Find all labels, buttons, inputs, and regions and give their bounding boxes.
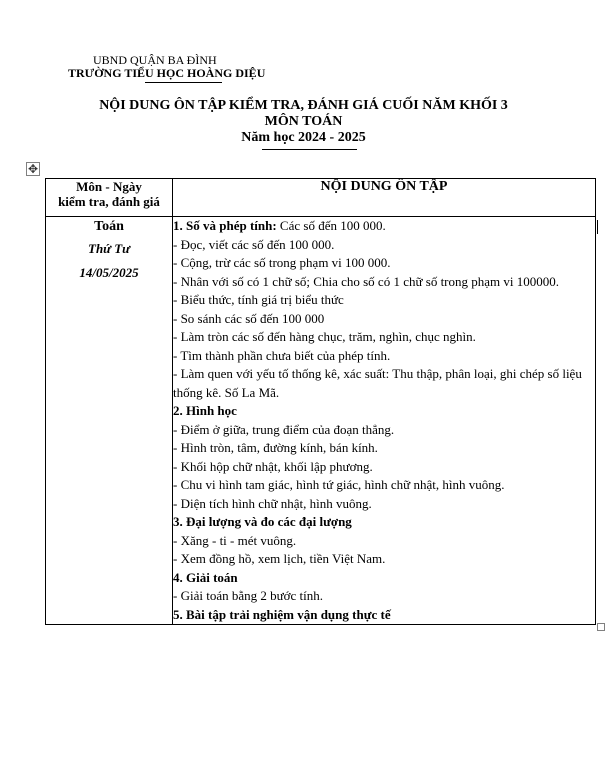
- move-arrows-icon[interactable]: ✥: [27, 162, 39, 176]
- list-item: - Đọc, viết các số đến 100 000.: [173, 236, 335, 252]
- table-header-row: [46, 179, 596, 217]
- header-subject-date-line1: Môn - Ngày: [76, 179, 142, 194]
- subject-name: Toán: [94, 219, 124, 234]
- subject-cell: [46, 217, 173, 625]
- list-item: - Diện tích hình chữ nhật, hình vuông.: [173, 495, 372, 511]
- list-item: - Hình tròn, tâm, đường kính, bán kính.: [173, 440, 378, 455]
- section-heading: 4. Giải toán: [173, 569, 238, 585]
- list-item: - Làm quen với yếu tố thống kê, xác suất: Thu thập, phân loại, ghi chép số liệu thống kê. Số La Mã.: [173, 366, 582, 400]
- text-caret: [597, 220, 598, 234]
- document-title: NỘI DUNG ÔN TẬP KIỂM TRA, ĐÁNH GIÁ CUỐI NĂM KHỐI 3: [99, 98, 508, 113]
- list-item: - Làm tròn các số đến hàng chục, trăm, nghìn, chục nghìn.: [173, 329, 476, 344]
- list-item: - Tìm thành phần chưa biết của phép tính.: [173, 347, 391, 363]
- exam-day: Thứ Tư: [88, 241, 130, 256]
- org-name-line1: UBND QUẬN BA ĐÌNH: [93, 53, 217, 67]
- list-item: - Xăng - ti - mét vuông.: [173, 532, 297, 548]
- header-subject-date-line2: kiểm tra, đánh giá: [58, 194, 160, 209]
- section-heading: 5. Bài tập trải nghiệm vận dụng thực tế: [173, 606, 391, 622]
- review-table: [45, 178, 596, 625]
- list-item: - Biểu thức, tính giá trị biểu thức: [173, 292, 344, 307]
- school-name: TRƯỜNG TIỂU HỌC HOÀNG DIỆU: [68, 66, 266, 80]
- list-item: - Chu vi hình tam giác, hình tứ giác, hình chữ nhật, hình vuông.: [173, 477, 505, 492]
- resize-square-icon[interactable]: [597, 623, 605, 631]
- list-item: - Xem đồng hồ, xem lịch, tiền Việt Nam.: [173, 551, 386, 566]
- list-item: - Cộng, trừ các số trong phạm vi 100 000.: [173, 255, 391, 270]
- section-heading: 1. Số và phép tính: Các số đến 100 000.: [173, 218, 386, 233]
- list-item: - So sánh các số đến 100 000: [173, 310, 325, 326]
- list-item: - Khối hộp chữ nhật, khối lập phương.: [173, 458, 373, 474]
- school-name-underline: [145, 82, 222, 83]
- content-cell[interactable]: [173, 217, 596, 625]
- section-heading: 2. Hình học: [173, 403, 237, 418]
- subject-title: MÔN TOÁN: [264, 114, 343, 129]
- header-content: NỘI DUNG ÔN TẬP: [173, 179, 596, 217]
- exam-date: 14/05/2025: [79, 265, 139, 280]
- school-year: Năm học 2024 - 2025: [241, 130, 366, 145]
- list-item: - Điểm ở giữa, trung điểm của đoạn thẳng.: [173, 421, 395, 437]
- list-item: - Nhân với số có 1 chữ số; Chia cho số có 1 chữ số trong phạm vi 100000.: [173, 273, 560, 289]
- header-subject-date: [46, 179, 173, 217]
- section-heading: 3. Đại lượng và đo các đại lượng: [173, 514, 352, 529]
- table-row: [46, 217, 596, 625]
- list-item: - Giải toán bằng 2 bước tính.: [173, 588, 324, 603]
- school-year-underline: [262, 149, 357, 150]
